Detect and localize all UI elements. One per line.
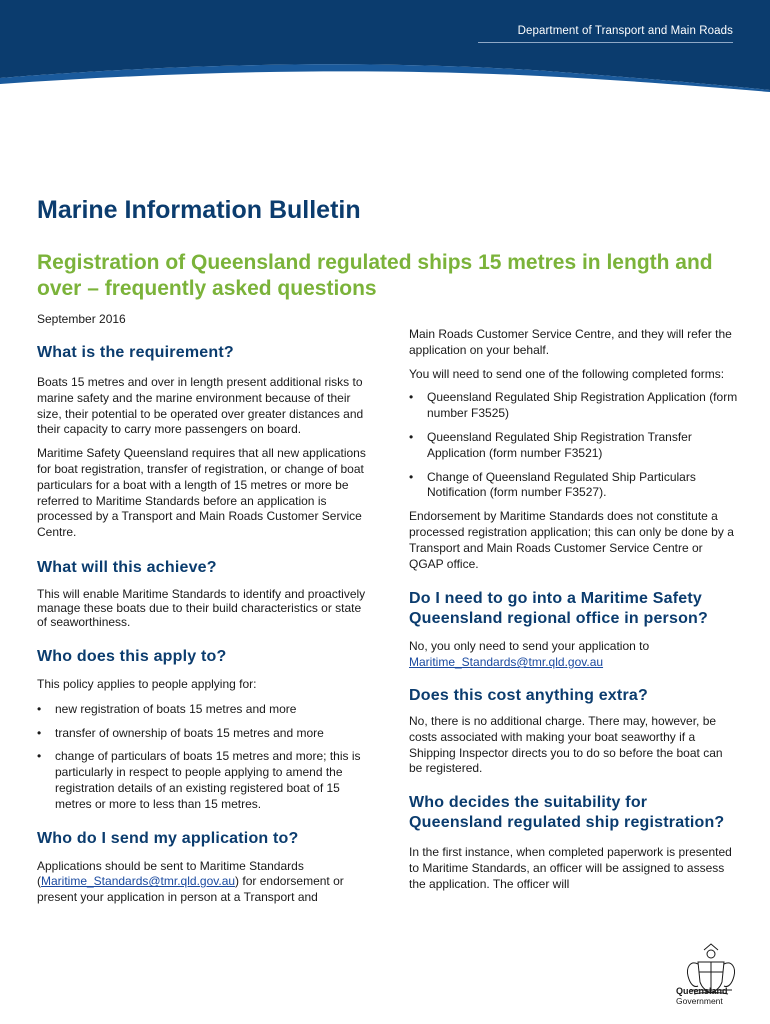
list-item: • transfer of ownership of boats 15 metres and more <box>37 726 367 742</box>
header-wave-graphic <box>0 0 770 92</box>
endorsement-paragraph: Endorsement by Maritime Standards does not constitute a processed registration application; this can only be done by a Transport and Main Roads Customer Service Centre or QGAP office. <box>409 509 734 571</box>
heading-cost: Does this cost anything extra? <box>409 686 648 704</box>
logo-name: Queensland <box>676 986 728 996</box>
email-link[interactable]: Maritime_Standards@tmr.qld.gov.au <box>41 874 236 889</box>
department-name: Department of Transport and Main Roads <box>517 25 733 37</box>
continued-paragraph: Main Roads Customer Service Centre, and they will refer the application on your behalf. <box>409 327 732 357</box>
office-email-link[interactable]: Maritime_Standards@tmr.qld.gov.au <box>409 655 604 670</box>
publication-date: September 2016 <box>37 312 126 326</box>
bulletin-title: Marine Information Bulletin <box>37 196 361 224</box>
forms-intro: You will need to send one of the following completed forms: <box>409 366 725 381</box>
right-column <box>409 327 739 893</box>
requirement-paragraph-2: Maritime Safety Queensland requires that all new applications for boat registration, transfer of registration, or change of boat particulars for a boat with a length of 15 metres or more be referred to Maritime Standards before an application is processed by a Transport and Main Roads Customer Service Centre. <box>37 446 366 540</box>
suitability-paragraph: In the first instance, when completed paperwork is presented to Maritime Standards, an officer will be assigned to assess the application. The officer will <box>409 845 732 891</box>
send-paragraph <box>37 859 367 906</box>
left-column <box>37 330 367 906</box>
send-text-before: Applications should be sent to Maritime Standards ( <box>37 858 304 889</box>
header-divider <box>478 42 733 43</box>
list-item: • new registration of boats 15 metres and more <box>37 702 367 718</box>
logo-subtitle: Government <box>676 996 723 1006</box>
list-item: • change of particulars of boats 15 metres and more; this is particularly in respect to people applying to amend the registration details of an existing registered boat of 15 metres or more to less than 15 metres. <box>37 749 367 812</box>
send-text-after: ) for endorsement or present your application in person at a Transport and <box>37 874 344 905</box>
heading-achieve: What will this achieve? <box>37 558 217 576</box>
office-paragraph: No, you only need to send your application to <box>409 639 650 654</box>
achieve-paragraph: This will enable Maritime Standards to identify and proactively manage these boats due to their build characteristics or state of seaworthiness. <box>37 586 366 629</box>
heading-apply: Who does this apply to? <box>37 647 227 665</box>
list-item: • Queensland Regulated Ship Registration Transfer Application (form number F3521) <box>409 430 739 462</box>
heading-send: Who do I send my application to? <box>37 829 299 847</box>
heading-suitability: Who decides the suitability for Queensland regulated ship registration? <box>409 794 725 832</box>
main-title: Registration of Queensland regulated ships 15 metres in length and over – frequently asked questions <box>37 251 713 300</box>
heading-office: Do I need to go into a Maritime Safety Queensland regional office in person? <box>409 590 709 628</box>
forms-list <box>409 390 739 501</box>
list-item: • Queensland Regulated Ship Registration Application (form number F3525) <box>409 390 739 422</box>
heading-requirement: What is the requirement? <box>37 344 234 361</box>
list-item: • Change of Queensland Regulated Ship Particulars Notification (form number F3527). <box>409 470 739 502</box>
header-banner <box>0 0 770 92</box>
apply-list <box>37 702 367 813</box>
office-email-line <box>409 655 739 671</box>
apply-intro: This policy applies to people applying for: <box>37 676 257 691</box>
requirement-paragraph-1: Boats 15 metres and over in length present additional risks to marine safety and the marine environment because of their size, their potential to be operated over greater distances and their capacity to carry more passengers on board. <box>37 375 364 437</box>
cost-paragraph: No, there is no additional charge. There may, however, be costs associated with making your boat seaworthy if a Shipping Inspector directs you to do so before the boat can be registered. <box>409 713 723 776</box>
